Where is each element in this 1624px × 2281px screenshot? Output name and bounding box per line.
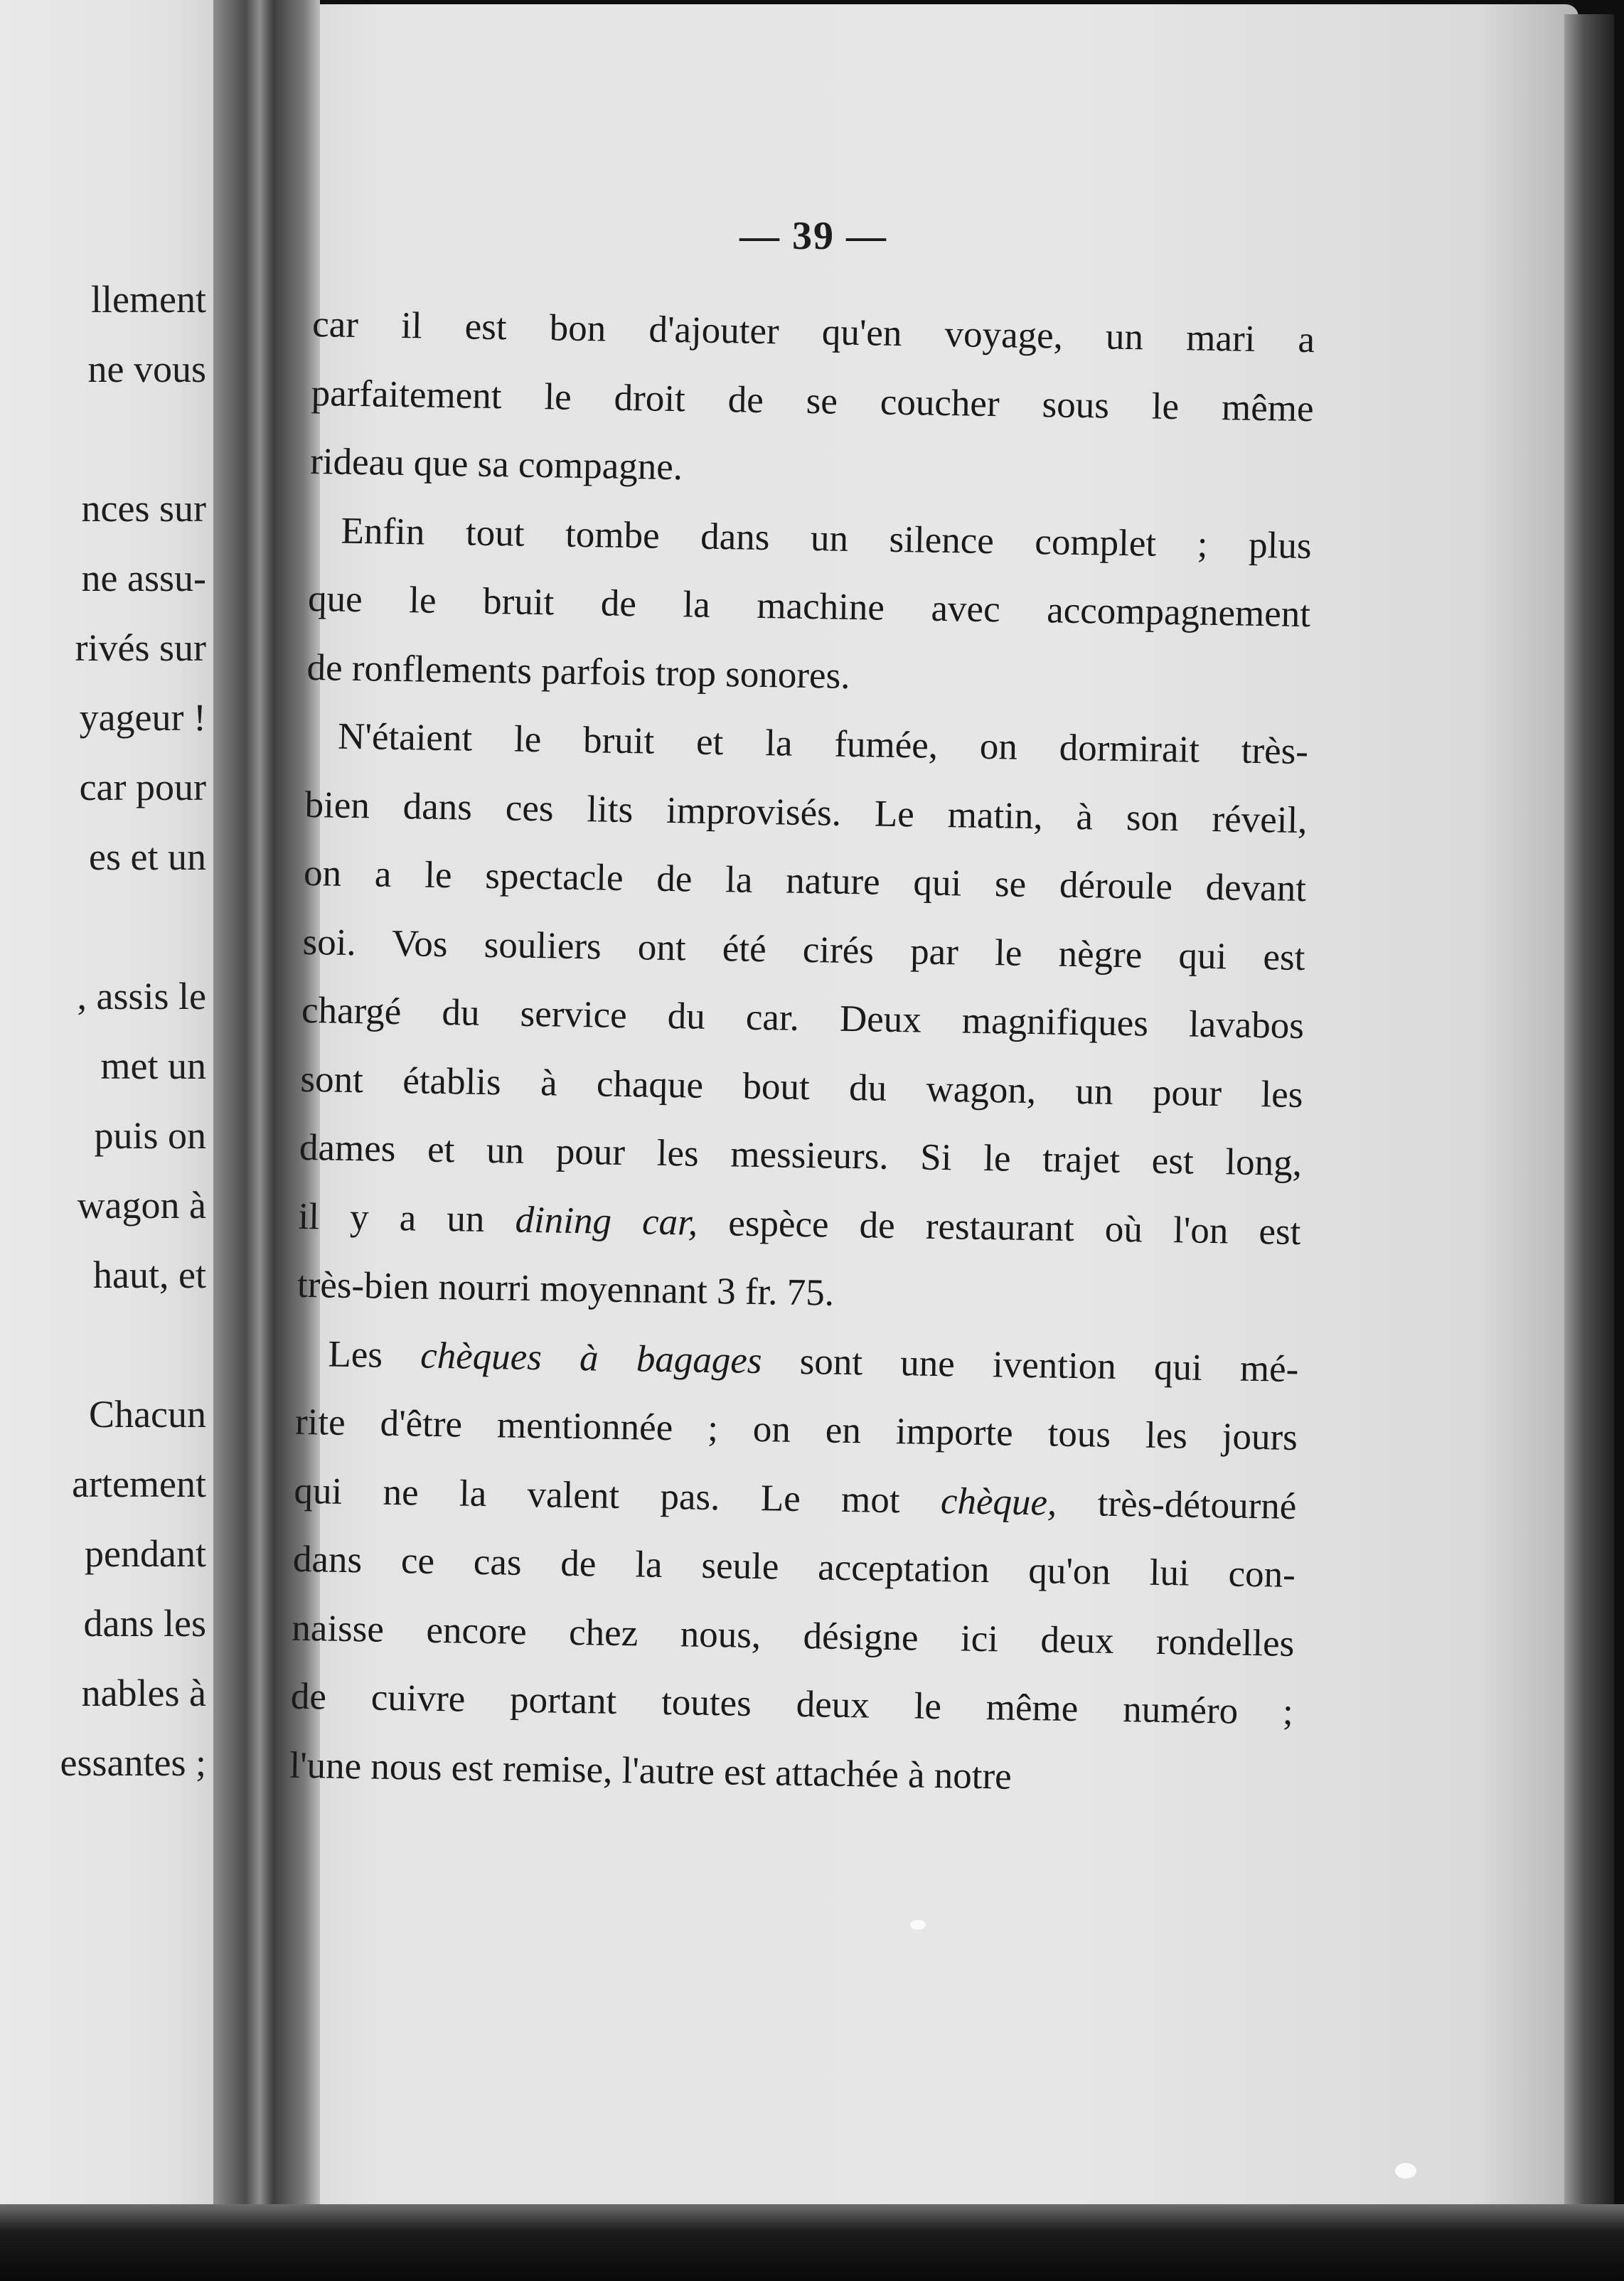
text-line: il y a un dining car, espèce de restaurant où l'on est (298, 1195, 1301, 1253)
left-line (60, 892, 206, 961)
left-line: nables à (81, 1672, 206, 1714)
page-number: — 39 — (739, 214, 887, 258)
page-edge-shadow (1564, 14, 1614, 2226)
left-line: car pour (79, 766, 206, 808)
left-line (60, 404, 206, 474)
text-line: qui ne la valent pas. Le mot chèque, très-détourné (294, 1470, 1297, 1527)
dust-speck (910, 1920, 926, 1930)
left-line: llement (91, 278, 206, 321)
text-line: que le bruit de la machine avec accompagnement (307, 577, 1311, 636)
left-line: yageur ! (79, 696, 206, 739)
left-line: met un (100, 1045, 206, 1087)
paragraph (306, 496, 1312, 717)
left-line: , assis le (77, 975, 206, 1017)
left-page-text (60, 265, 206, 1797)
left-line: pendant (85, 1532, 206, 1575)
text-line: soi. Vos souliers ont été cirés par le nègre qui est (302, 921, 1305, 978)
text-line: dans ce cas de la seule acceptation qu'on lui con- (292, 1538, 1296, 1596)
text-line: naisse encore chez nous, désigne ici deux rondelles (291, 1607, 1295, 1665)
text-line: de cuivre portant toutes deux le même numéro ; (290, 1675, 1294, 1733)
left-line: haut, et (93, 1254, 206, 1296)
text-line: rite d'être mentionnée ; on en importe tous les jours (294, 1401, 1298, 1458)
bottom-edge-shadow (0, 2204, 1624, 2281)
text-line: de ronflements parfois trop sonores. (306, 646, 850, 697)
left-line: ne vous (87, 348, 206, 390)
text-line: très-bien nourri moyennant 3 fr. 75. (297, 1264, 835, 1314)
dust-speck (1395, 2163, 1416, 2179)
text-line: sont établis à chaque bout du wagon, un pour les (300, 1058, 1303, 1116)
text-line: rideau que sa compagne. (309, 440, 683, 488)
left-line: puis on (94, 1114, 206, 1157)
left-line: rivés sur (75, 626, 206, 669)
text-line: car il est bon d'ajouter qu'en voyage, un mari a (311, 303, 1315, 361)
paragraph (297, 702, 1308, 1335)
left-line: dans les (83, 1602, 206, 1645)
left-line: Chacun (89, 1393, 206, 1436)
text-line: parfaitement le droit de se coucher sous le même (311, 372, 1315, 429)
left-line: nces sur (81, 487, 206, 530)
text-line: chargé du service du car. Deux magnifiques lavabos (301, 989, 1305, 1047)
left-line: es et un (89, 835, 206, 878)
left-line: ne assu- (81, 557, 206, 599)
paragraph (289, 1319, 1299, 1815)
text-line: bien dans ces lits improvisés. Le matin, à son réveil, (304, 784, 1308, 841)
body-text (289, 290, 1315, 1815)
left-line: essantes ; (60, 1741, 206, 1784)
left-line (60, 1310, 206, 1379)
gutter-highlight (245, 0, 274, 2281)
paragraph (309, 290, 1315, 512)
italic-term: chèque, (940, 1480, 1057, 1524)
left-line: wagon à (77, 1184, 206, 1227)
text-line: dames et un pour les messieurs. Si le trajet est long, (299, 1126, 1303, 1184)
left-line: artement (72, 1463, 206, 1505)
text-line: Les chèques à bagages sont une ivention qui mé- (328, 1333, 1299, 1390)
text-line: on a le spectacle de la nature qui se déroule devant (303, 852, 1307, 910)
text-line: l'une nous est remise, l'autre est attachée à notre (289, 1744, 1013, 1797)
text-line: Enfin tout tombe dans un silence complet ; plus (341, 510, 1312, 567)
italic-term: dining car, (515, 1199, 698, 1244)
left-page (0, 0, 235, 2218)
text-line: N'étaient le bruit et la fumée, on dormirait très- (337, 715, 1309, 773)
italic-term: chèques à bagages (420, 1335, 762, 1382)
